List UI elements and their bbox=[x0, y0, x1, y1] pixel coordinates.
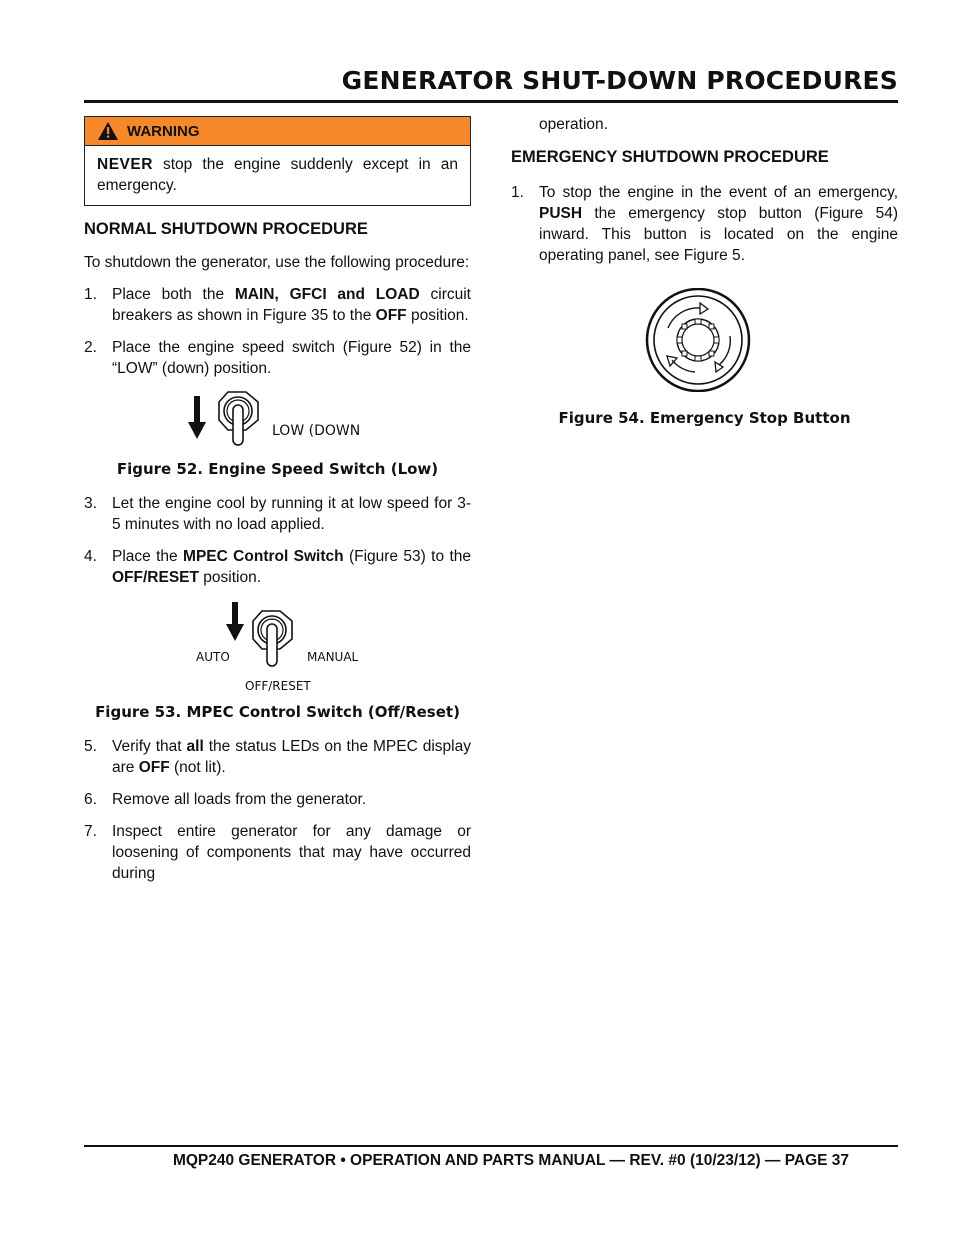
emergency-shutdown-heading: EMERGENCY SHUTDOWN PROCEDURE bbox=[511, 148, 829, 166]
continuation-text: operation. bbox=[539, 116, 608, 133]
step-text: To stop the engine in the event of an emergency, PUSH the emergency stop button (Figure 54) inward. This button is located on the engine operating panel, see Figure 5. bbox=[539, 184, 898, 264]
normal-step-6 bbox=[84, 789, 471, 810]
normal-shutdown-heading: NORMAL SHUTDOWN PROCEDURE bbox=[84, 220, 368, 238]
step-text: Place both the MAIN, GFCI and LOAD circuit breakers as shown in Figure 35 to the OFF position. bbox=[112, 286, 471, 324]
down-arrow-icon bbox=[187, 396, 207, 440]
down-arrow-icon bbox=[225, 602, 245, 642]
right-column bbox=[511, 114, 898, 442]
toggle-switch-icon bbox=[216, 389, 264, 449]
figure-54 bbox=[511, 288, 898, 394]
step-text: Place the engine speed switch (Figure 52) in the “LOW” (down) position. bbox=[112, 339, 471, 377]
warning-triangle-icon bbox=[97, 121, 119, 141]
step-number: 3. bbox=[84, 495, 97, 512]
figure-52-caption: Figure 52. Engine Speed Switch (Low) bbox=[116, 460, 439, 478]
step-number: 2. bbox=[84, 339, 97, 356]
step-number: 4. bbox=[84, 548, 97, 565]
figure-53-caption: Figure 53. MPEC Control Switch (Off/Reset) bbox=[95, 703, 460, 721]
normal-step-2 bbox=[84, 337, 471, 379]
step-number: 5. bbox=[84, 738, 97, 755]
title-rule bbox=[84, 100, 898, 103]
warning-strong: NEVER bbox=[97, 156, 153, 173]
normal-step-1 bbox=[84, 284, 471, 326]
fig52-label: LOW (DOWN bbox=[272, 423, 361, 439]
figure-54-caption: Figure 54. Emergency Stop Button bbox=[558, 409, 851, 427]
emergency-stop-button-icon bbox=[645, 288, 753, 392]
step-number: 1. bbox=[84, 286, 97, 303]
emergency-step-1 bbox=[511, 182, 898, 266]
fig53-label-manual: MANUAL bbox=[307, 650, 359, 664]
step-text: Verify that all the status LEDs on the MPEC display are OFF (not lit). bbox=[112, 738, 471, 776]
figure-52 bbox=[84, 393, 471, 459]
page-footer: MQP240 GENERATOR • OPERATION AND PARTS MANUAL — REV. #0 (10/23/12) — PAGE 37 bbox=[172, 1152, 850, 1169]
figure-53 bbox=[84, 602, 471, 702]
page-title: GENERATOR SHUT-DOWN PROCEDURES bbox=[341, 66, 898, 95]
normal-step-7 bbox=[84, 821, 471, 884]
left-column bbox=[84, 116, 471, 895]
warning-box bbox=[84, 116, 471, 206]
step-number: 1. bbox=[511, 184, 524, 201]
fig53-label-auto: AUTO bbox=[196, 650, 230, 664]
normal-intro: To shutdown the generator, use the following procedure: bbox=[84, 254, 470, 271]
step-number: 7. bbox=[84, 823, 97, 840]
warning-text: stop the engine suddenly except in an emergency. bbox=[97, 156, 458, 194]
step-text: Inspect entire generator for any damage or loosening of components that may have occurred during bbox=[112, 823, 471, 882]
warning-header bbox=[85, 117, 470, 146]
warning-label: WARNING bbox=[127, 122, 200, 140]
normal-step-4 bbox=[84, 546, 471, 588]
step-text: Remove all loads from the generator. bbox=[112, 791, 367, 808]
step-text: Place the MPEC Control Switch (Figure 53) to the OFF/RESET position. bbox=[112, 548, 471, 586]
toggle-switch-icon bbox=[250, 608, 298, 670]
step-text: Let the engine cool by running it at low speed for 3-5 minutes with no load applied. bbox=[112, 495, 471, 533]
fig53-label-off-reset: OFF/RESET bbox=[245, 679, 311, 693]
footer-rule bbox=[84, 1145, 898, 1147]
normal-step-5 bbox=[84, 736, 471, 778]
step-number: 6. bbox=[84, 791, 97, 808]
warning-body bbox=[85, 146, 470, 205]
normal-step-3 bbox=[84, 493, 471, 535]
